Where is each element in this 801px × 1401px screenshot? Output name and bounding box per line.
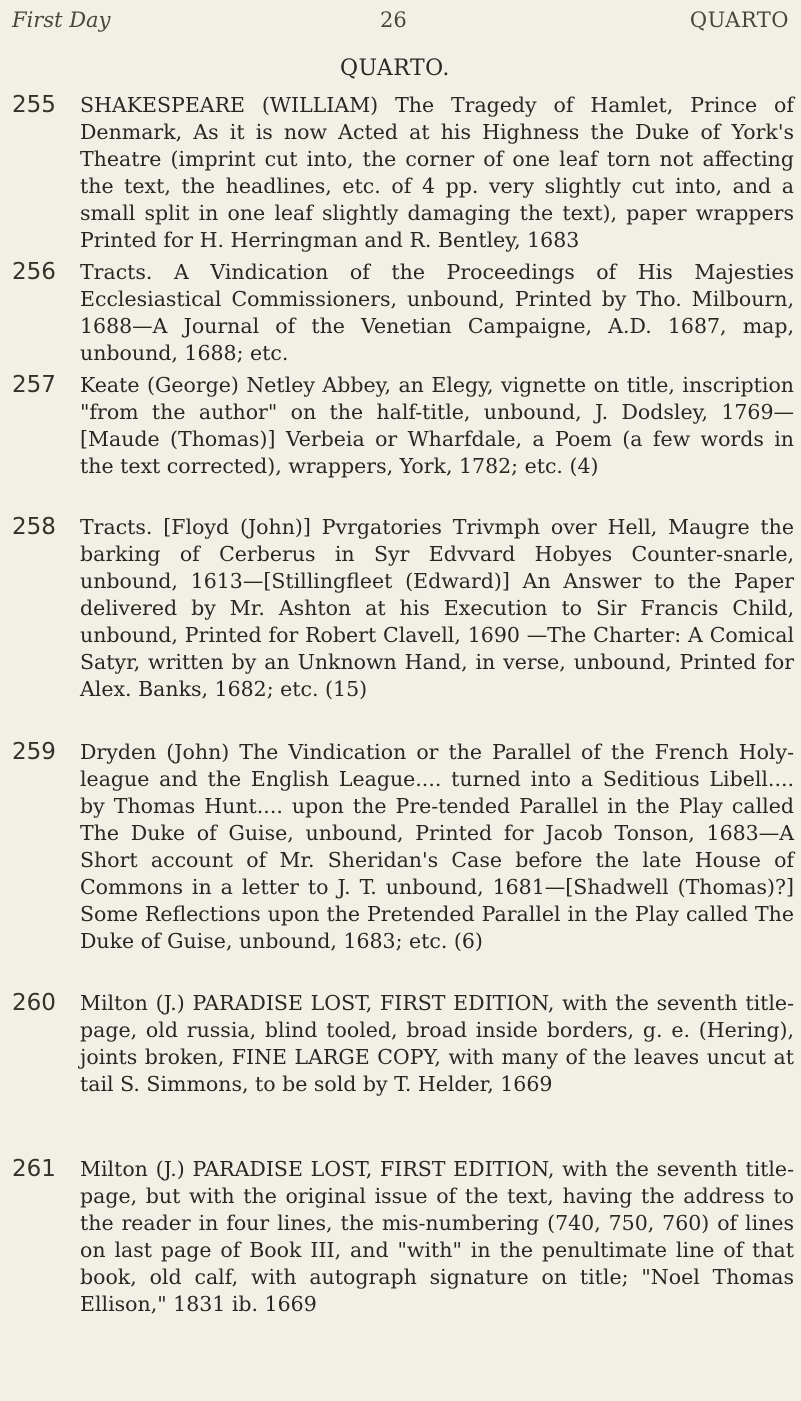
lot-description: Dryden (John) The Vindication or the Parallel of the French Holy-league and the English League.... turned into a Seditious Libell.... by Thomas Hunt.... upon the Pre-tended Parallel in the Play called The Duke of Guise, unbound, Printed for Jacob Tonson, 1683—A Short account of Mr. Sheridan's Case before the late House of Commons in a letter to J. T. unbound, 1681—[Shadwell (Thomas)?] Some Reflections upon the Pretended Parallel in the Play called The Duke of Guise, unbound, 1683; etc. (6) xyxy=(80,740,794,953)
section-title: QUARTO. xyxy=(340,56,450,81)
header-day: First Day xyxy=(12,8,111,32)
lot-number: 256 xyxy=(12,259,56,285)
lot-number: 260 xyxy=(12,990,56,1016)
lot-description: SHAKESPEARE (WILLIAM) The Tragedy of Hamlet, Prince of Denmark, As it is now Acted at his Highness the Duke of York's Theatre (imprint cut into, the corner of one leaf torn not affecting the text, the headlines, etc. of 4 pp. very slightly cut into, and a small split in one leaf slightly damaging the text), paper wrappers Printed for H. Herringman and R. Bentley, 1683 xyxy=(80,93,794,252)
lot-description: Milton (J.) PARADISE LOST, FIRST EDITION, with the seventh title-page, old russia, blind tooled, broad inside borders, g. e. (Hering), joints broken, FINE LARGE COPY, with many of the leaves uncut at tail S. Simmons, to be sold by T. Helder, 1669 xyxy=(80,991,794,1096)
lot-description: Keate (George) Netley Abbey, an Elegy, vignette on title, inscription "from the author" on the half-title, unbound, J. Dodsley, 1769—[Maude (Thomas)] Verbeia or Wharfdale, a Poem (a few words in the text corrected), wrappers, York, 1782; etc. (4) xyxy=(80,373,794,478)
lot-number: 258 xyxy=(12,514,56,540)
lot-number: 259 xyxy=(12,739,56,765)
lot-description: Milton (J.) PARADISE LOST, FIRST EDITION, with the seventh title-page, but with the original issue of the text, having the address to the reader in four lines, the mis-numbering (740, 750, 760) of lines on last page of Book III, and "with" in the penultimate line of that book, old calf, with autograph signature on title; "Noel Thomas Ellison," 1831 ib. 1669 xyxy=(80,1157,794,1316)
lot-number: 257 xyxy=(12,372,56,398)
header-format: QUARTO xyxy=(689,8,789,32)
lot-description: Tracts. [Floyd (John)] Pvrgatories Trivmph over Hell, Maugre the barking of Cerberus in Syr Edvvard Hobyes Counter-snarle, unbound, 1613—[Stillingfleet (Edward)] An Answer to the Paper delivered by Mr. Ashton at his Execution to Sir Francis Child, unbound, Printed for Robert Clavell, 1690 —The Charter: A Comical Satyr, written by an Unknown Hand, in verse, unbound, Printed for Alex. Banks, 1682; etc. (15) xyxy=(80,515,794,701)
running-header xyxy=(12,8,789,34)
lot-number: 261 xyxy=(12,1156,56,1182)
lot-number: 255 xyxy=(12,92,56,118)
lot-description: Tracts. A Vindication of the Proceedings of His Majesties Ecclesiastical Commissioners, unbound, Printed by Tho. Milbourn, 1688—A Journal of the Venetian Campaigne, A.D. 1687, map, unbound, 1688; etc. xyxy=(80,260,794,365)
page-number: 26 xyxy=(380,8,407,32)
